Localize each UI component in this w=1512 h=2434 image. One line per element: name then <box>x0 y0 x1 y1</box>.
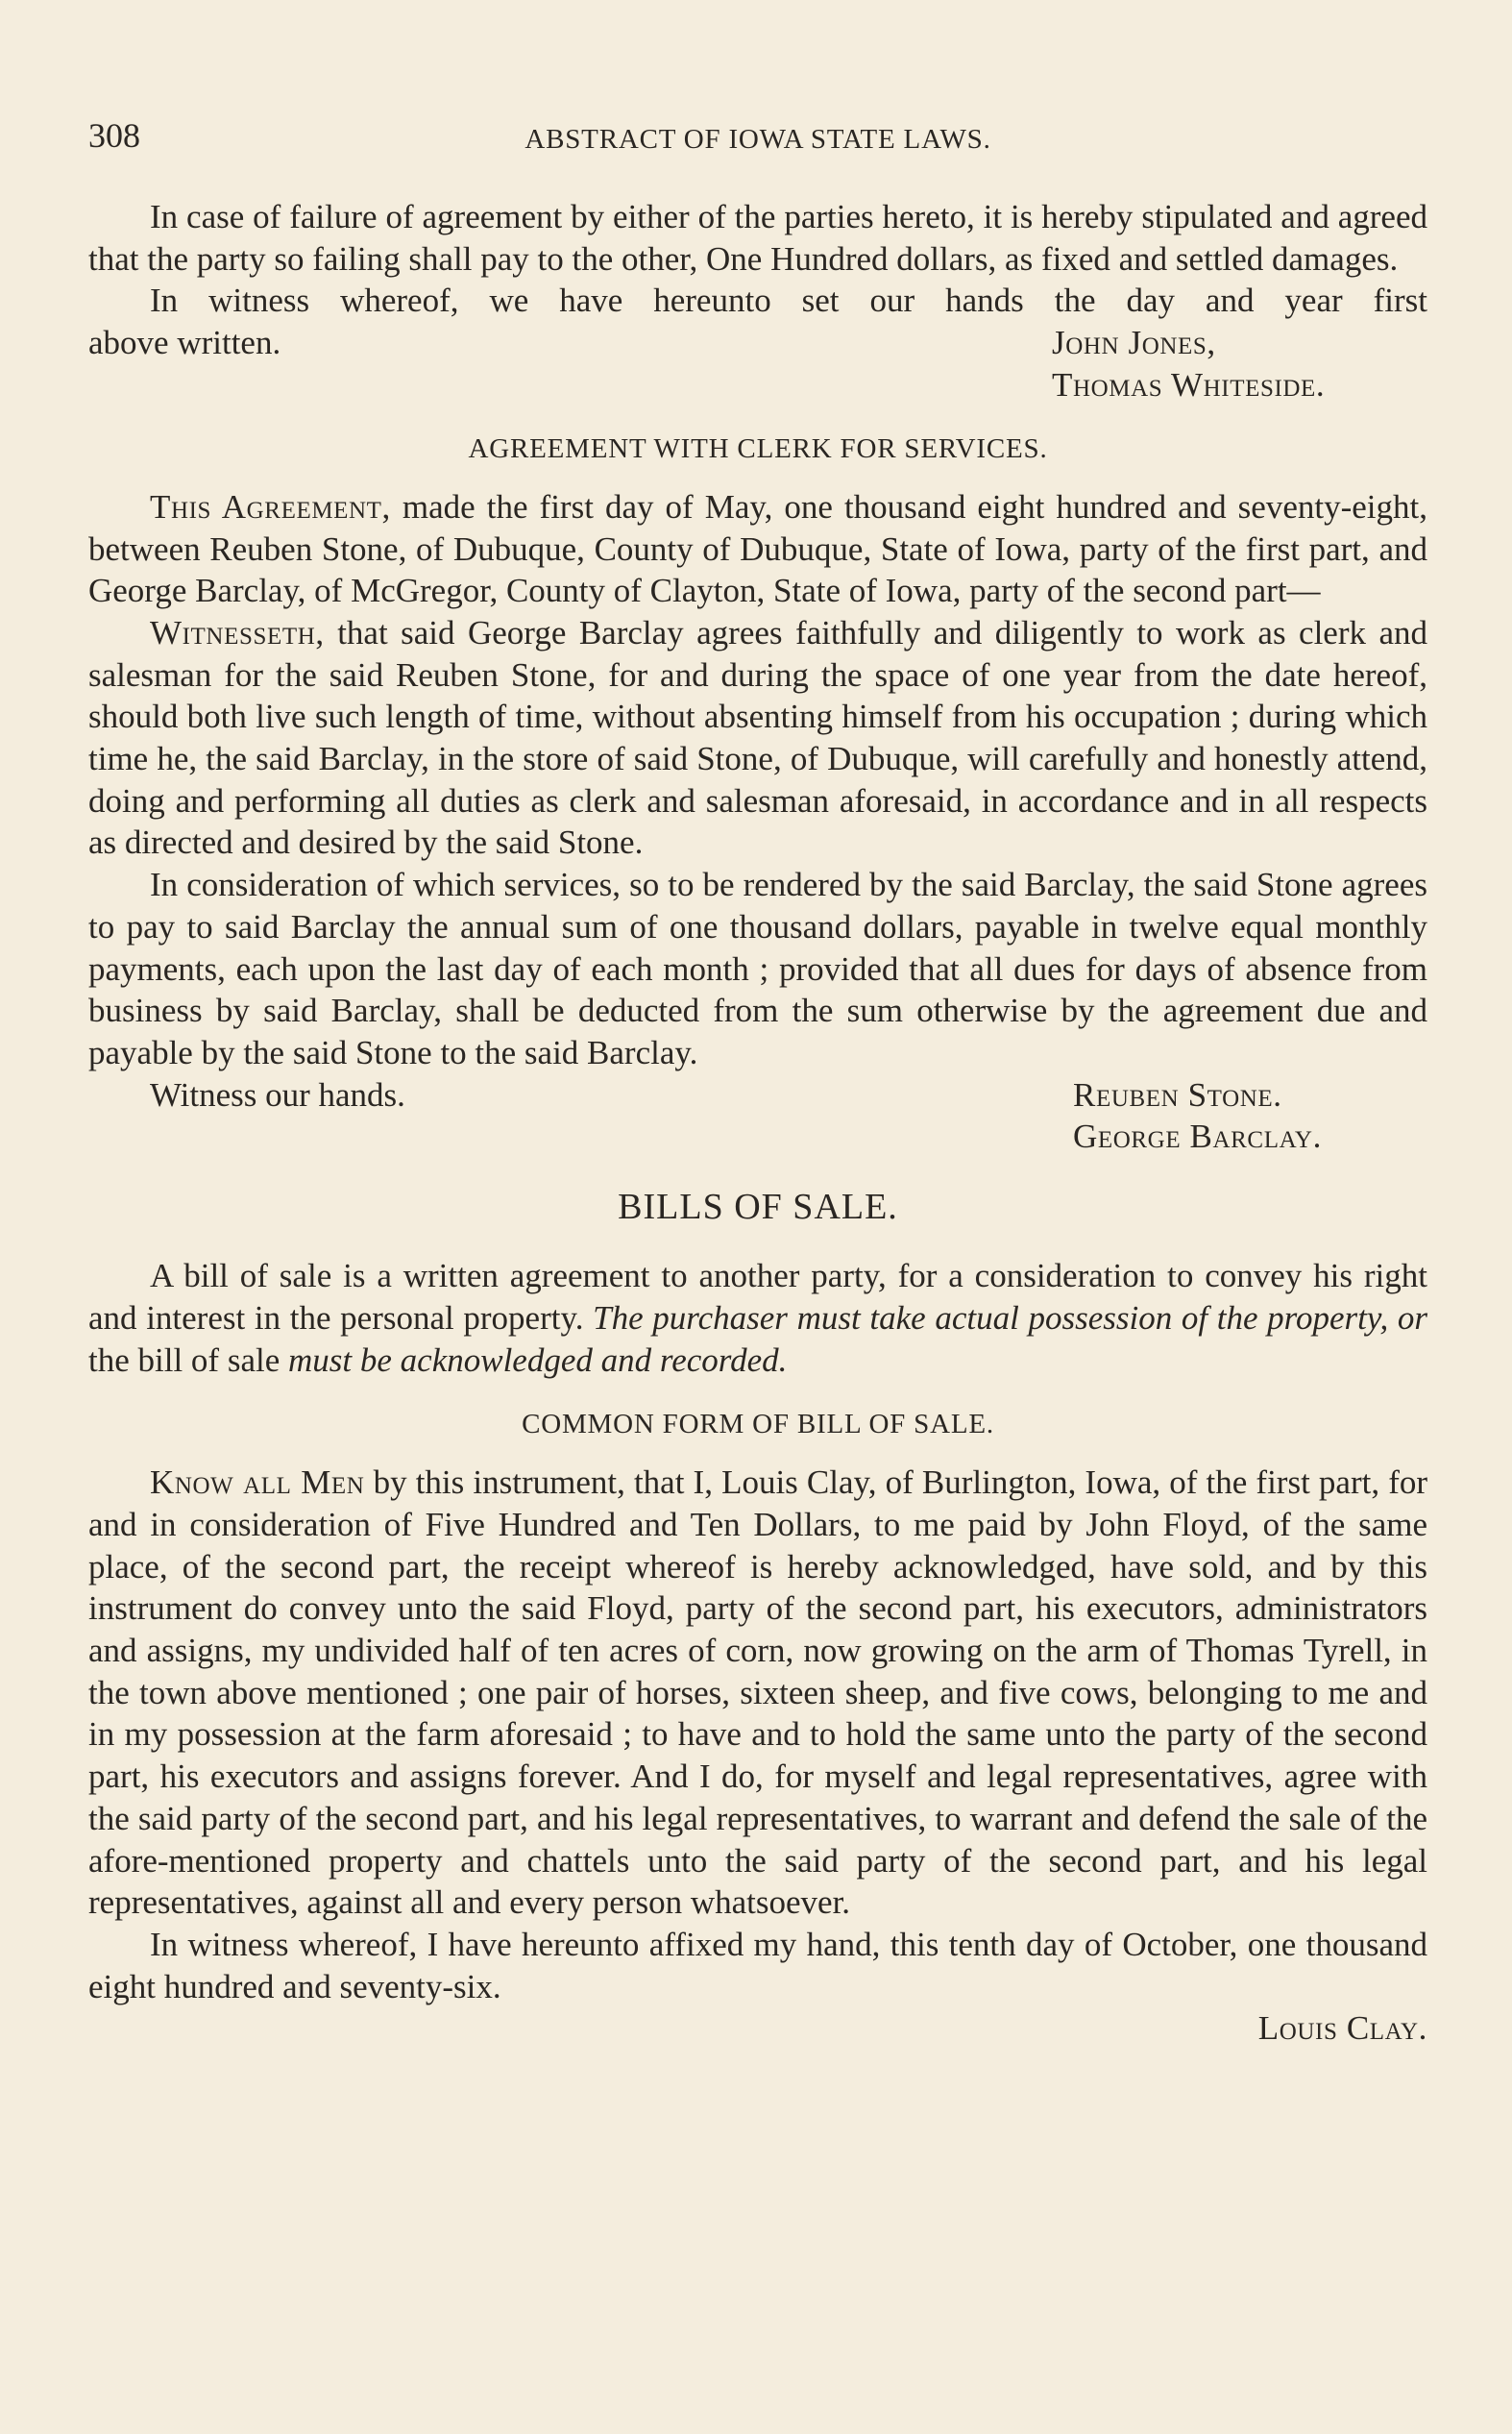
clerk-agreement-paragraph-3: In consideration of which services, so to be rendered by the said Barclay, the said Stone agrees to pay to said Barclay the annual sum of one thousand dollars, payable in twelve equal monthly payments, each upon the last day of each month ; provided that all dues for days of absence from business by said Barclay, shall be deducted from the sum otherwise by the agreement due and payable by the said Stone to the said Barclay. <box>88 866 1427 1071</box>
signature-block-2 <box>88 1074 1427 1158</box>
above-written-text: above written. <box>88 324 281 362</box>
bills-of-sale-italic-2: must be acknowledged and recorded. <box>288 1340 788 1379</box>
section-heading-common-form: COMMON FORM OF BILL OF SALE. <box>522 1409 994 1440</box>
page-number: 308 <box>88 116 140 155</box>
know-all-men-lead: Know all Men <box>150 1463 365 1502</box>
signature-reuben-stone: Reuben Stone. <box>1073 1075 1282 1114</box>
signature-thomas-whiteside: Thomas Whiteside. <box>1052 365 1326 404</box>
signature-john-jones: John Jones, <box>1052 324 1216 362</box>
bills-of-sale-italic-1: The purchaser must take actual possession of the property, <box>593 1299 1389 1338</box>
bills-of-sale-paragraph <box>88 1255 1427 1381</box>
witness-our-hands-text: Witness our hands. <box>150 1075 405 1114</box>
page-content <box>88 115 1427 2052</box>
signature-block-1 <box>88 322 1427 406</box>
signature-louis-clay: Louis Clay. <box>1257 2009 1427 2048</box>
signature-george-barclay: George Barclay. <box>1073 1118 1322 1156</box>
this-agreement-lead: This Agreement, <box>150 487 391 526</box>
bills-of-sale-or: or <box>1388 1299 1427 1338</box>
clerk-agreement-p1-text: made the first day of May, one thousand eight hundred and seventy-eight, between Reuben Stone, of Dubuque, County of Dubuque, State of Iowa, party of the first part, and George Barclay, of McGregor, County of Clayton, State of Iowa, party of the second part— <box>88 487 1427 610</box>
witness-line-1: In witness whereof, we have hereunto set our hands the day and year first <box>150 282 1427 320</box>
clerk-agreement-paragraph-2 <box>88 612 1427 864</box>
bills-of-sale-text-2: the bill of sale <box>88 1340 289 1379</box>
clerk-agreement-paragraph-1 <box>88 486 1427 612</box>
bills-of-sale-text: A bill of sale is a written agreement to another party, for a consideration to convey his right and interest in the personal property. <box>88 1257 1427 1338</box>
running-title: ABSTRACT OF IOWA STATE LAWS. <box>524 124 991 155</box>
common-form-paragraph-2: In witness whereof, I have hereunto affixed my hand, this tenth day of October, one thousand eight hundred and seventy-six. <box>88 1925 1427 2005</box>
clerk-agreement-p2-text: that said George Barclay agrees faithfully and diligently to work as clerk and salesman for the said Reuben Stone, for and during the space of one year from the date hereof, should both live such length of time, without absenting himself from his occupation ; during which time he, the said Barclay, in the store of said Stone, of Dubuque, will carefully and honestly attend, doing and performing all duties as clerk and salesman aforesaid, in accordance and in all respects as directed and desired by the said Stone. <box>88 613 1427 862</box>
signature-block-3 <box>88 2007 1427 2052</box>
common-form-paragraph-1 <box>88 1462 1427 1924</box>
damages-paragraph: In case of failure of agreement by either of the parties hereto, it is hereby stipulated and agreed that the party so failing shall pay to the other, One Hundred dollars, as fixed and settled damages. <box>88 198 1427 278</box>
section-heading-bills-of-sale: BILLS OF SALE. <box>618 1186 898 1227</box>
witnesseth-lead: Witnesseth, <box>150 613 325 652</box>
common-form-p1-text: by this instrument, that I, Louis Clay, of Burlington, Iowa, of the first part, for and in consideration of Five Hundred and Ten Dollars, to me paid by John Floyd, of the same place, of the second part, the receipt whereof is hereby acknowledged, have sold, and by this instrument do convey unto the said Floyd, party of the second part, his executors, administrators and assigns, my undivided half of ten acres of corn, now growing on the arm of Thomas Tyrell, in the town above mentioned ; one pair of horses, sixteen sheep, and five cows, belonging to me and in my possession at the farm aforesaid ; to have and to hold the same unto the party of the second part, his executors and assigns forever. And I do, for myself and legal representatives, agree with the said party of the second part, and his legal representatives, to warrant and defend the sale of the afore-mentioned property and chattels unto the said party of the second part, and his legal representatives, against all and every person whatsoever. <box>88 1463 1427 1922</box>
section-heading-clerk-agreement: AGREEMENT WITH CLERK FOR SERVICES. <box>468 433 1048 465</box>
running-head <box>88 115 1427 169</box>
